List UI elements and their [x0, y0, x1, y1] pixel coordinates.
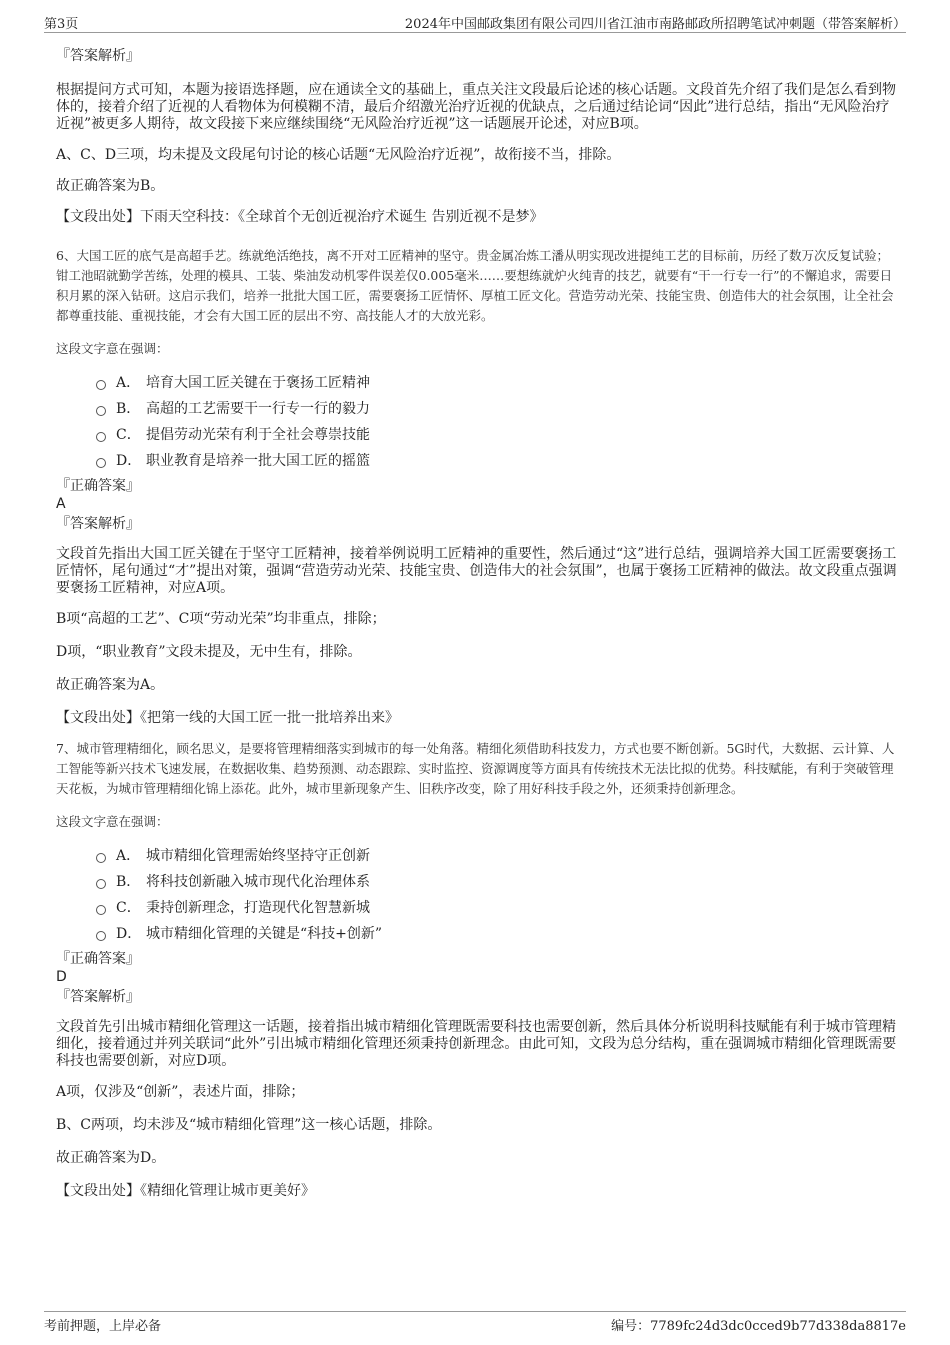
- analysis-paragraph: B、C两项，均未涉及“城市精细化管理”这一核心话题，排除。: [56, 1117, 442, 1133]
- analysis-paragraph: A项，仅涉及“创新”，表述片面，排除；: [56, 1084, 305, 1100]
- analysis-conclusion: 故正确答案为A。: [56, 677, 165, 693]
- radio-button[interactable]: [96, 406, 106, 416]
- radio-button[interactable]: [96, 380, 106, 390]
- document-id: 编号：7789fc24d3dc0cced9b77d338da8817e: [611, 1319, 906, 1334]
- analysis-tag: 『答案解析』: [56, 989, 140, 1005]
- analysis-conclusion: 故正确答案为D。: [56, 1150, 166, 1166]
- question-7-text: 7、城市管理精细化，顾名思义，是要将管理精细落实到城市的每一处角落。精细化须借助科技发力，方式也要不断创新。5G时代，大数据、云计算、人工智能等新兴技术飞速发展，在数据收集、趋势预测、动态跟踪、实时监控、资源调度等方面具有传统技术无法比拟的优势。科技赋能，有利于突破管理天花板，为城市管理精细化锦上添花。此外，城市里新现象产生、旧秩序改变，除了用好科技手段之外，还须秉持创新理念。: [56, 741, 895, 796]
- analysis-paragraph: 文段首先引出城市精细化管理这一话题，接着指出城市精细化管理既需要科技也需要创新，然后具体分析说明科技赋能有利于城市管理精细化，接着通过并列关联词“此外”引出城市精细化管理还须秉持创新理念。由此可知，文段为总分结构，重在强调城市精细化管理既需要科技也需要创新，对应D项。: [56, 1019, 897, 1069]
- document-title: 2024年中国邮政集团有限公司四川省江油市南路邮政所招聘笔试冲刺题（带答案解析）: [404, 17, 906, 32]
- analysis-paragraph: B项“高超的工艺”、C项“劳动光荣”均非重点，排除；: [56, 611, 386, 627]
- radio-button[interactable]: [96, 853, 106, 863]
- option-b[interactable]: B． 将科技创新融入城市现代化治理体系: [56, 869, 898, 895]
- analysis-tag: 『答案解析』: [56, 48, 140, 64]
- radio-button[interactable]: [96, 432, 106, 442]
- option-c[interactable]: C． 提倡劳动光荣有利于全社会尊崇技能: [56, 422, 898, 448]
- analysis-paragraph: 文段首先指出大国工匠关键在于坚守工匠精神，接着举例说明工匠精神的重要性，然后通过“这”进行总结，强调培养大国工匠需要褒扬工匠情怀，尾句通过“才”提出对策，强调“营造劳动光荣、技能宝贵、创造伟大的社会氛围”，也属于褒扬工匠精神的做法。故文段重点强调要褒扬工匠精神，对应A项。: [56, 546, 897, 596]
- footer-slogan: 考前押题，上岸必备: [44, 1319, 162, 1334]
- option-d[interactable]: D． 职业教育是培养一批大国工匠的摇篮: [56, 448, 898, 474]
- question-7-prompt: 这段文字意在强调：: [56, 814, 169, 829]
- option-a[interactable]: A． 城市精细化管理需始终坚持守正创新: [56, 843, 898, 869]
- option-b[interactable]: B． 高超的工艺需要干一行专一行的毅力: [56, 396, 898, 422]
- option-c[interactable]: C． 秉持创新理念，打造现代化智慧新城: [56, 895, 898, 921]
- correct-answer: A: [56, 496, 66, 512]
- page-content: [56, 46, 898, 1200]
- question-6-prompt: 这段文字意在强调：: [56, 341, 169, 356]
- page-number: 第3页: [44, 17, 79, 32]
- option-d[interactable]: D． 城市精细化管理的关键是“科技+创新”: [56, 921, 898, 947]
- analysis-tag: 『答案解析』: [56, 516, 140, 532]
- radio-button[interactable]: [96, 931, 106, 941]
- analysis-paragraph: D项，“职业教育”文段未提及，无中生有，排除。: [56, 644, 362, 660]
- radio-button[interactable]: [96, 458, 106, 468]
- question-6-text: 6、大国工匠的底气是高超手艺。练就绝活绝技，离不开对工匠精神的坚守。贵金属冶炼工潘从明实现改进提纯工艺的目标前，历经了数万次反复试验；钳工池昭就勤学苦练，处理的模具、工装、柴油发动机零件误差仅0.005毫米……要想练就炉火纯青的技艺，就要有“干一行专一行”的不懈追求，需要日积月累的深入钻研。这启示我们，培养一批批大国工匠，需要褒扬工匠情怀、厚植工匠文化。营造劳动光荣、技能宝贵、创造伟大的社会氛围，让全社会都尊重技能、重视技能，才会有大国工匠的层出不穷、高技能人才的大放光彩。: [56, 248, 894, 323]
- analysis-paragraph: 根据提问方式可知，本题为接语选择题，应在通读全文的基础上，重点关注文段最后论述的核心话题。文段首先介绍了我们是怎么看到物体的，接着介绍了近视的人看物体为何模糊不清，最后介绍激光治疗近视的优缺点，之后通过结论词“因此”进行总结，指出“无风险治疗近视”被更多人期待，故文段接下来应继续围绕“无风险治疗近视”这一话题展开论述，对应B项。: [56, 82, 896, 132]
- page-footer: [44, 1311, 906, 1332]
- source-citation: 【文段出处】《精细化管理让城市更美好》: [56, 1183, 315, 1199]
- question-6-options: [56, 370, 898, 474]
- radio-button[interactable]: [96, 879, 106, 889]
- question-7-options: [56, 843, 898, 947]
- option-a[interactable]: A． 培育大国工匠关键在于褒扬工匠精神: [56, 370, 898, 396]
- analysis-conclusion: 故正确答案为B。: [56, 178, 165, 194]
- source-citation: 【文段出处】下雨天空科技：《全球首个无创近视治疗术诞生 告别近视不是梦》: [56, 209, 544, 225]
- correct-answer-tag: 『正确答案』: [56, 951, 140, 967]
- radio-button[interactable]: [96, 905, 106, 915]
- page-header: [44, 12, 906, 33]
- correct-answer-tag: 『正确答案』: [56, 478, 140, 494]
- analysis-paragraph: A、C、D三项，均未提及文段尾句讨论的核心话题“无风险治疗近视”，故衔接不当，排除。: [56, 147, 621, 163]
- source-citation: 【文段出处】《把第一线的大国工匠一批一批培养出来》: [56, 710, 399, 726]
- correct-answer: D: [56, 969, 67, 985]
